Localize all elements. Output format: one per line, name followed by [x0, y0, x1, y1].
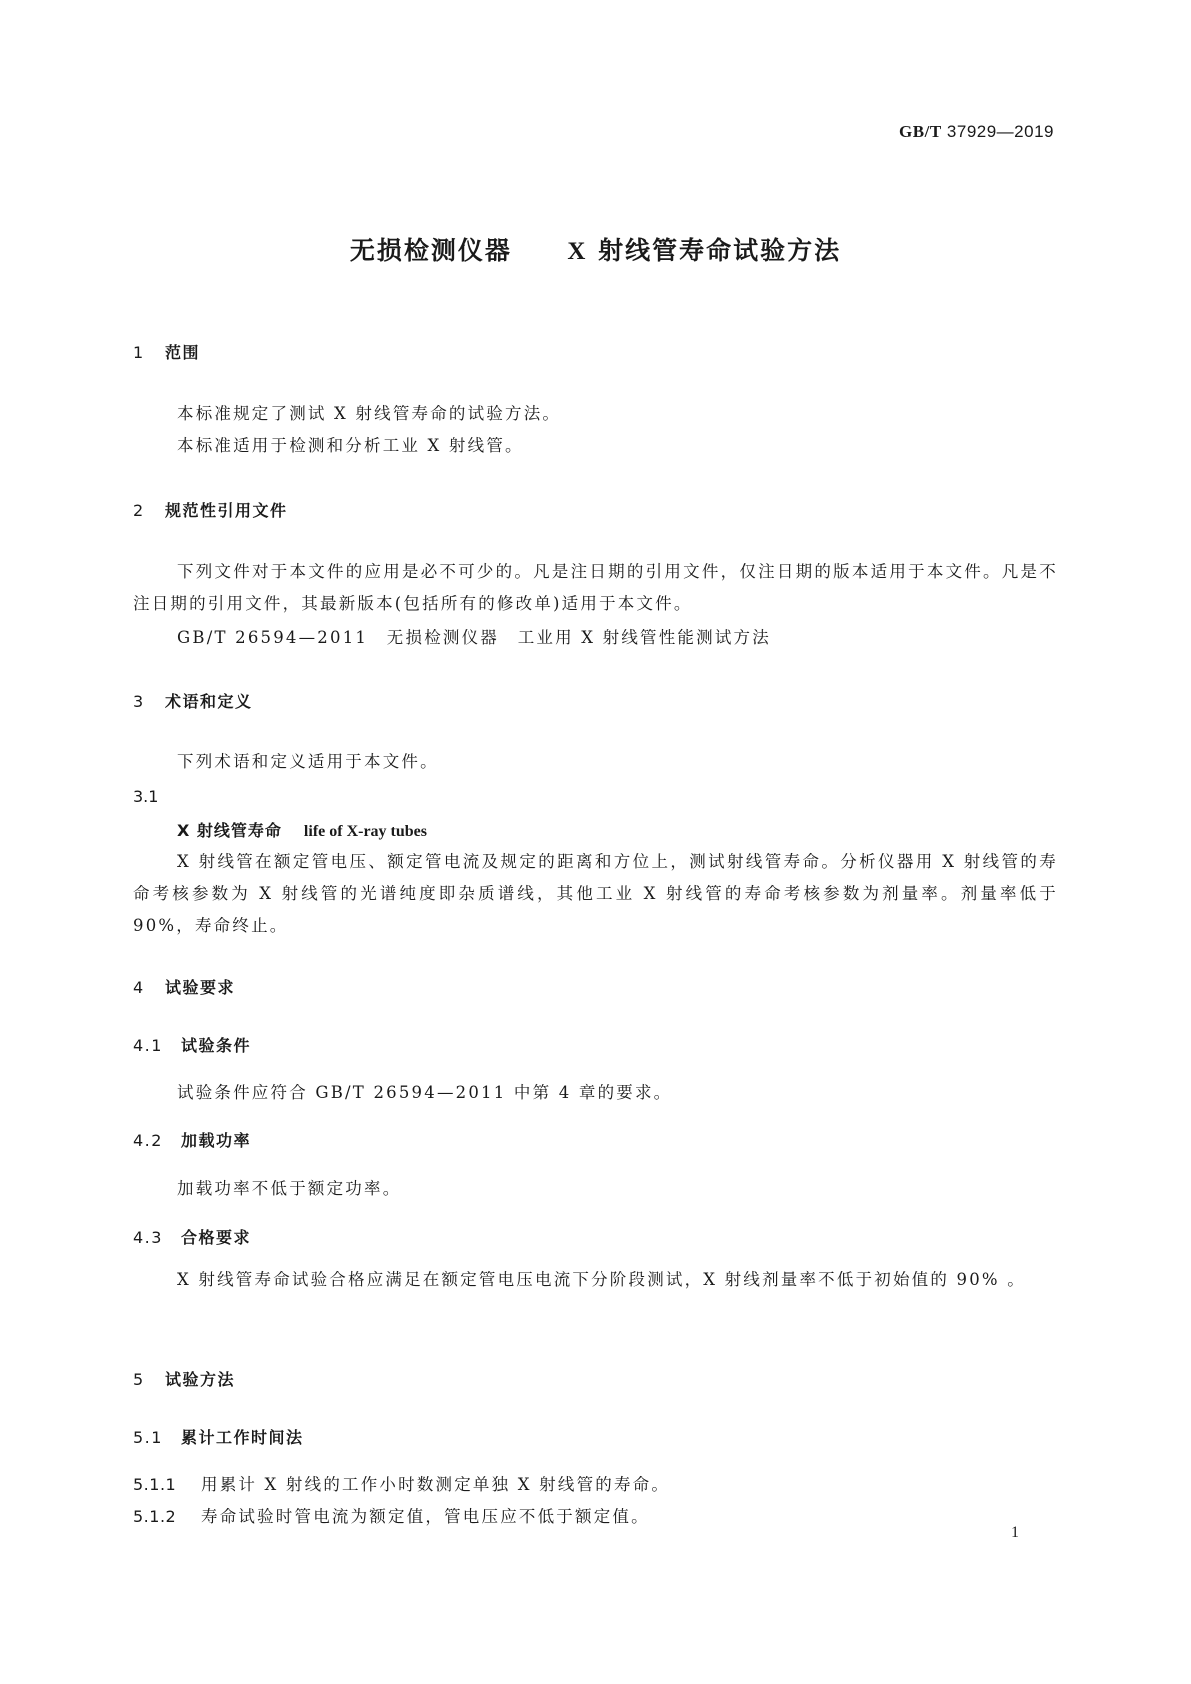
section-4-1-para: 试验条件应符合 GB/T 26594—2011 中第 4 章的要求。	[177, 1083, 673, 1102]
subsection-title: 累计工作时间法	[181, 1428, 304, 1447]
standard-number-header	[899, 122, 1054, 142]
section-title: 试验要求	[165, 978, 236, 997]
section-4-2-heading	[133, 1128, 251, 1151]
page-number: 1	[1011, 1524, 1019, 1541]
section-number: 2	[133, 501, 145, 520]
title-x: X	[567, 238, 588, 265]
clause-number: 5.1.2	[133, 1507, 177, 1526]
section-1-para-2: 本标准适用于检测和分析工业 X 射线管。	[177, 436, 524, 455]
clause-5-1-2	[133, 1503, 650, 1527]
term-definition: X 射线管在额定管电压、额定管电流及规定的距离和方位上，测试射线管寿命。分析仪器用 X 射线管的寿命考核参数为 X 射线管的光谱纯度即杂质谱线，其他工业 X 射线管的寿命考核参数为剂量率。剂量率低于 90%，寿命终止。	[133, 852, 1058, 935]
section-number: 1	[133, 343, 145, 362]
section-number: 4	[133, 978, 145, 997]
section-5-heading	[133, 1367, 235, 1390]
subsection-title: 试验条件	[181, 1036, 252, 1055]
section-number: 3	[133, 692, 145, 711]
subsection-title: 合格要求	[181, 1228, 252, 1247]
section-4-3-heading	[133, 1225, 251, 1248]
section-title: 术语和定义	[165, 692, 253, 711]
standard-prefix: GB/T	[899, 122, 942, 141]
section-number: 5	[133, 1370, 145, 1389]
section-3-para: 下列术语和定义适用于本文件。	[177, 752, 439, 771]
section-4-3-para: X 射线管寿命试验合格应满足在额定管电压电流下分阶段测试，X 射线剂量率不低于初始值的 90% 。	[177, 1270, 1026, 1289]
clause-text: 寿命试验时管电流为额定值，管电压应不低于额定值。	[201, 1507, 650, 1526]
document-title	[0, 231, 1191, 267]
section-4-heading	[133, 975, 235, 998]
clause-number: 5.1.1	[133, 1475, 177, 1494]
section-2-para: 下列文件对于本文件的应用是必不可少的。凡是注日期的引用文件，仅注日期的版本适用于本文件。凡是不注日期的引用文件，其最新版本(包括所有的修改单)适用于本文件。	[133, 562, 1058, 613]
term-number: 3.1	[133, 787, 159, 806]
section-5-1-heading	[133, 1425, 304, 1448]
subsection-number: 4.1	[133, 1036, 163, 1055]
term-en: life of X-ray tubes	[303, 823, 428, 840]
subsection-title: 加载功率	[181, 1131, 252, 1150]
subsection-number: 4.2	[133, 1131, 163, 1150]
section-1-heading	[133, 340, 200, 363]
section-1-para-1: 本标准规定了测试 X 射线管寿命的试验方法。	[177, 404, 562, 423]
subsection-number: 4.3	[133, 1228, 163, 1247]
section-title: 试验方法	[165, 1370, 236, 1389]
section-4-2-para: 加载功率不低于额定功率。	[177, 1179, 402, 1198]
standard-code: 37929—2019	[946, 122, 1054, 141]
term-heading	[177, 818, 427, 841]
term-zh: X 射线管寿命	[177, 821, 282, 840]
title-part1: 无损检测仪器	[349, 236, 512, 265]
clause-5-1-1	[133, 1471, 670, 1495]
section-3-heading	[133, 689, 253, 712]
section-title: 范围	[165, 343, 201, 362]
section-title: 规范性引用文件	[165, 501, 288, 520]
subsection-number: 5.1	[133, 1428, 163, 1447]
clause-text: 用累计 X 射线的工作小时数测定单独 X 射线管的寿命。	[201, 1475, 671, 1494]
section-2-heading	[133, 498, 288, 521]
section-4-1-heading	[133, 1033, 251, 1056]
normative-reference: GB/T 26594—2011 无损检测仪器 工业用 X 射线管性能测试方法	[177, 628, 771, 647]
title-part2: 射线管寿命试验方法	[598, 236, 842, 265]
